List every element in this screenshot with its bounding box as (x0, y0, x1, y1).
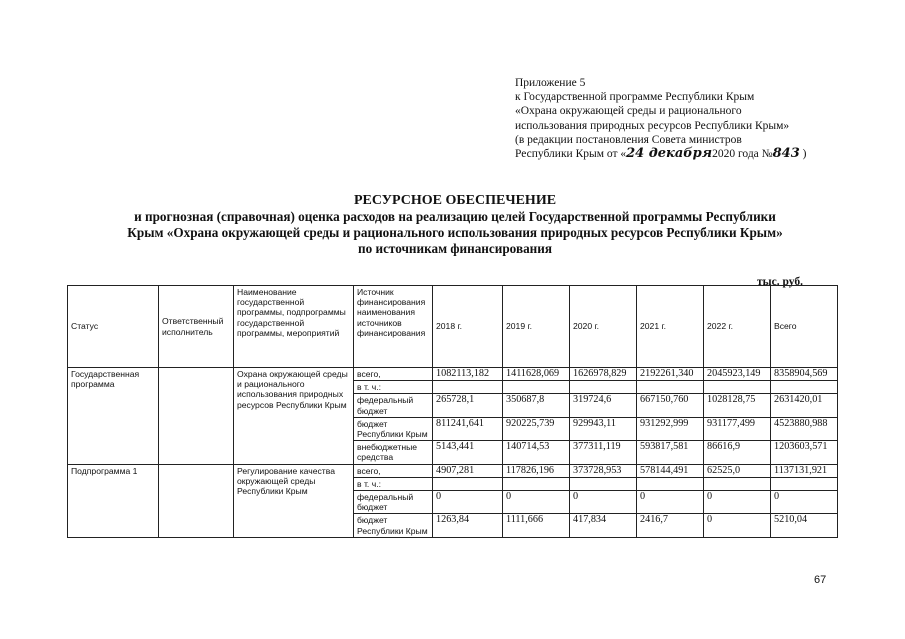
cell-value: 0 (637, 491, 704, 514)
cell-value (637, 477, 704, 490)
cell-source: всего, (354, 368, 433, 381)
cell-value (503, 477, 570, 490)
header-year: 2022 г. (704, 286, 771, 368)
cell-source: федеральный бюджет (354, 394, 433, 417)
title-sub: по источникам финансирования (357, 241, 552, 256)
table-row (68, 368, 838, 381)
cell-name: Регулирование качества окружающей среды Республики Крым (234, 464, 354, 537)
funding-table (67, 285, 838, 538)
appendix-line: Приложение 5 (515, 77, 586, 89)
cell-value: 1411628,069 (503, 368, 570, 381)
cell-value: 5210,04 (771, 514, 838, 537)
cell-value (570, 381, 637, 394)
header-status: Статус (68, 286, 159, 368)
header-name: Наименование государственной программы, подпрограммы государственной программы, мероприятий (234, 286, 354, 368)
cell-value: 593817,581 (637, 441, 704, 464)
cell-value: 4907,281 (433, 464, 503, 477)
cell-source: бюджет Республики Крым (354, 417, 433, 440)
appendix-note (515, 76, 807, 161)
cell-value: 931292,999 (637, 417, 704, 440)
cell-value: 0 (503, 491, 570, 514)
appendix-line: (в редакции постановления Совета министров (515, 133, 742, 146)
cell-source: внебюджетные средства (354, 441, 433, 464)
cell-value: 0 (433, 491, 503, 514)
header-year: 2021 г. (637, 286, 704, 368)
appendix-date-line (515, 147, 807, 161)
cell-source: в т. ч.: (354, 381, 433, 394)
cell-source: всего, (354, 464, 433, 477)
cell-value: 377311,119 (570, 441, 637, 464)
cell-value (704, 477, 771, 490)
cell-value (570, 477, 637, 490)
cell-status: Подпрограмма 1 (68, 464, 159, 537)
appendix-line: использования природных ресурсов Республики Крым» (515, 119, 790, 132)
title-sub: Крым «Охрана окружающей среды и рационального использования природных ресурсов Республики Крым» (127, 225, 783, 240)
cell-value: 140714,53 (503, 441, 570, 464)
cell-value: 1028128,75 (704, 394, 771, 417)
cell-value (503, 381, 570, 394)
cell-source: в т. ч.: (354, 477, 433, 490)
header-year: 2018 г. (433, 286, 503, 368)
cell-value: 319724,6 (570, 394, 637, 417)
cell-source: бюджет Республики Крым (354, 514, 433, 537)
appendix-line: к Государственной программе Республики Крым (515, 91, 755, 104)
cell-value: 920225,739 (503, 417, 570, 440)
cell-value: 0 (704, 514, 771, 537)
header-year: 2020 г. (570, 286, 637, 368)
cell-value (771, 477, 838, 490)
table-row (68, 464, 838, 477)
appendix-date-mid: 2020 года № (712, 148, 773, 161)
document-title (60, 193, 850, 257)
cell-value (771, 381, 838, 394)
cell-value (433, 477, 503, 490)
cell-status: Государственная программа (68, 368, 159, 465)
cell-value: 578144,491 (637, 464, 704, 477)
cell-value: 2631420,01 (771, 394, 838, 417)
header-year: 2019 г. (503, 286, 570, 368)
cell-name: Охрана окружающей среды и рационального использования природных ресурсов Республики Крым (234, 368, 354, 465)
title-main: РЕСУРСНОЕ ОБЕСПЕЧЕНИЕ (353, 193, 557, 208)
page-number: 67 (814, 574, 827, 586)
cell-value: 0 (771, 491, 838, 514)
cell-value (433, 381, 503, 394)
cell-value: 0 (704, 491, 771, 514)
header-executor: Ответственный исполнитель (159, 286, 234, 368)
cell-executor (159, 368, 234, 465)
cell-value: 929943,11 (570, 417, 637, 440)
title-sub: и прогнозная (справочная) оценка расходов на реализацию целей Государственной программы Республики (134, 209, 776, 224)
cell-value: 0 (570, 491, 637, 514)
cell-value: 417,834 (570, 514, 637, 537)
cell-value: 1137131,921 (771, 464, 838, 477)
cell-value: 1111,666 (503, 514, 570, 537)
cell-value: 811241,641 (433, 417, 503, 440)
handwritten-date: 24 декабря (626, 146, 713, 162)
cell-value: 117826,196 (503, 464, 570, 477)
cell-value: 373728,953 (570, 464, 637, 477)
cell-value: 4523880,988 (771, 417, 838, 440)
cell-value: 667150,760 (637, 394, 704, 417)
handwritten-number: 843 (772, 146, 800, 162)
cell-value: 1082113,182 (433, 368, 503, 381)
cell-value (704, 381, 771, 394)
cell-source: федеральный бюджет (354, 491, 433, 514)
cell-value: 1626978,829 (570, 368, 637, 381)
cell-value: 931177,499 (704, 417, 771, 440)
cell-value: 2045923,149 (704, 368, 771, 381)
cell-value: 5143,441 (433, 441, 503, 464)
cell-value: 2192261,340 (637, 368, 704, 381)
header-row (68, 286, 838, 368)
appendix-date-prefix: Республики Крым от « (515, 148, 627, 161)
cell-value: 350687,8 (503, 394, 570, 417)
cell-value: 1203603,571 (771, 441, 838, 464)
cell-value: 8358904,569 (771, 368, 838, 381)
cell-value: 62525,0 (704, 464, 771, 477)
cell-value: 1263,84 (433, 514, 503, 537)
cell-value: 86616,9 (704, 441, 771, 464)
appendix-date-suffix: ) (802, 148, 807, 161)
cell-executor (159, 464, 234, 537)
cell-value: 2416,7 (637, 514, 704, 537)
header-source: Источник финансирования наименования источников финансирования (354, 286, 433, 368)
cell-value (637, 381, 704, 394)
appendix-line: «Охрана окружающей среды и рационального (515, 105, 742, 118)
unit-label: тыс. руб. (757, 276, 803, 288)
header-total: Всего (771, 286, 838, 368)
cell-value: 265728,1 (433, 394, 503, 417)
